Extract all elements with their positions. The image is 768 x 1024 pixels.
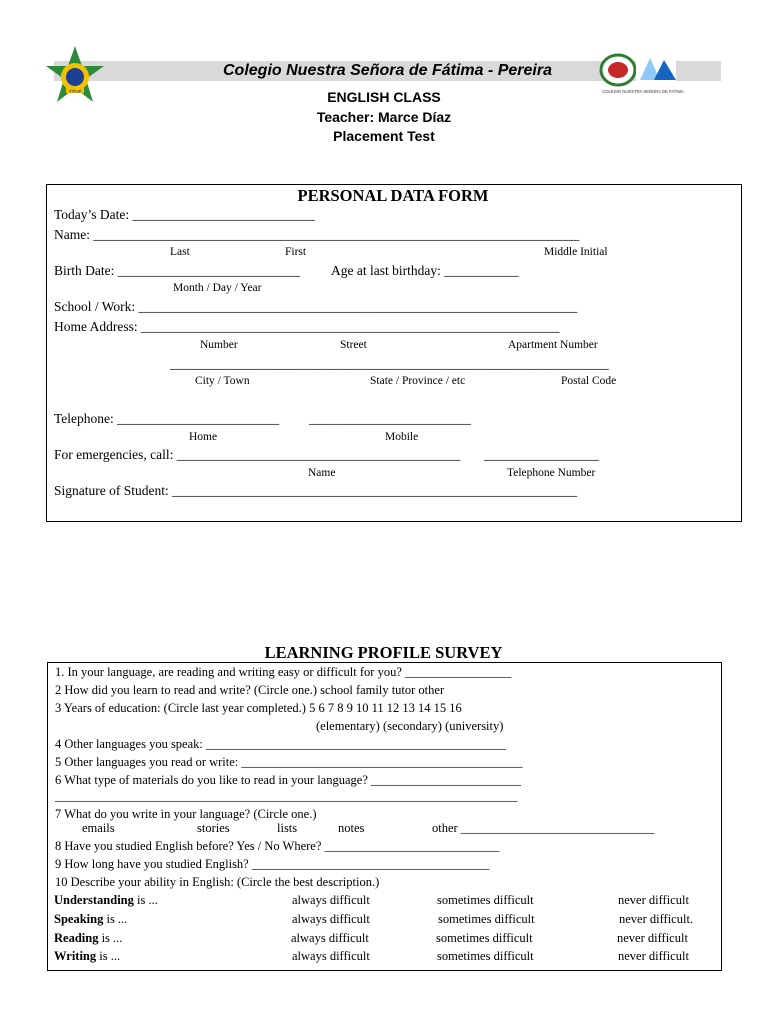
ability-option-sometimes[interactable]: sometimes difficult <box>436 931 533 945</box>
survey-question-3[interactable]: 3 Years of education: (Circle last year completed.) 5 6 7 8 9 10 11 12 13 14 15 16 <box>55 701 462 715</box>
ability-option-never[interactable]: never difficult <box>617 931 688 945</box>
ability-option-never[interactable]: never difficult <box>618 893 689 907</box>
ability-row-reading <box>54 931 122 946</box>
survey-question-8[interactable]: 8 Have you studied English before? Yes / No Where? ____________________________ <box>55 839 500 853</box>
write-option-notes[interactable]: notes <box>338 821 365 835</box>
todays-date-field[interactable]: Today’s Date: ___________________________ <box>54 207 315 222</box>
ability-option-always[interactable]: always difficult <box>291 931 369 945</box>
ability-suffix: is ... <box>98 931 123 945</box>
age-field[interactable]: Age at last birthday: ___________ <box>331 263 519 278</box>
telephone-mobile-field[interactable]: ________________________ <box>309 411 471 426</box>
address-sub-city: City / Town <box>195 375 250 387</box>
telephone-sub-home: Home <box>189 431 218 443</box>
address-sub-number: Number <box>200 339 238 351</box>
survey-question-2[interactable]: 2 How did you learn to read and write? (Circle one.) school family tutor other <box>55 683 445 697</box>
write-option-stories[interactable]: stories <box>197 821 230 835</box>
survey-question-9[interactable]: 9 How long have you studied English? ______________________________________ <box>55 857 490 871</box>
address-sub-state: State / Province / etc <box>370 375 466 387</box>
write-option-lists[interactable]: lists <box>277 821 298 835</box>
survey-title: LEARNING PROFILE SURVEY <box>264 643 503 662</box>
ability-skill: Speaking <box>54 912 104 926</box>
ability-row-speaking <box>54 912 127 927</box>
ability-option-sometimes[interactable]: sometimes difficult <box>438 912 535 926</box>
name-sub-middle: Middle Initial <box>544 246 608 258</box>
survey-question-7: 7 What do you write in your language? (Circle one.) <box>55 807 317 821</box>
ability-skill: Understanding <box>54 893 134 907</box>
emergency-contact-field[interactable]: For emergencies, call: __________________________________________ <box>54 447 461 462</box>
survey-question-5[interactable]: 5 Other languages you read or write: _____________________________________________ <box>55 755 523 769</box>
ability-suffix: is ... <box>133 893 158 907</box>
telephone-sub-mobile: Mobile <box>385 431 419 443</box>
telephone-field[interactable]: Telephone: ________________________ <box>54 411 280 426</box>
emergency-sub-name: Name <box>308 467 336 479</box>
ability-option-never[interactable]: never difficult. <box>619 912 694 926</box>
address-line-2[interactable]: _________________________________________________________________ <box>170 356 609 371</box>
school-name: Colegio Nuestra Señora de Fátima - Pereira <box>223 62 552 79</box>
student-signature-field[interactable]: Signature of Student: ____________________________________________________________ <box>54 483 578 498</box>
emergency-sub-telephone: Telephone Number <box>507 467 596 479</box>
survey-question-4[interactable]: 4 Other languages you speak: ________________________________________________ <box>55 737 507 751</box>
address-sub-postal: Postal Code <box>561 375 617 387</box>
birth-date-sub: Month / Day / Year <box>173 282 262 294</box>
survey-question-6[interactable]: 6 What type of materials do you like to read in your language? ________________________ <box>55 773 521 787</box>
test-name: Placement Test <box>333 128 435 144</box>
ability-skill: Reading <box>54 931 99 945</box>
ability-option-always[interactable]: always difficult <box>292 949 370 963</box>
teacher-name: Teacher: Marce Díaz <box>316 109 452 125</box>
right-logo-text: COLEGIO NUESTRA SEÑORA DE FATIMA <box>602 89 684 94</box>
survey-question-3-levels[interactable]: (elementary) (secondary) (university) <box>316 719 504 733</box>
ability-option-sometimes[interactable]: sometimes difficult <box>437 949 534 963</box>
name-sub-last: Last <box>170 246 190 258</box>
ability-option-never[interactable]: never difficult <box>618 949 689 963</box>
class-name: ENGLISH CLASS <box>327 89 441 105</box>
ability-row-understanding <box>54 893 158 908</box>
emergency-phone-field[interactable]: _________________ <box>484 447 599 462</box>
name-sub-first: First <box>285 246 307 258</box>
left-logo-text: Virtual <box>68 88 82 94</box>
survey-question-1[interactable]: 1. In your language, are reading and writing easy or difficult for you? _________________ <box>55 665 512 679</box>
address-sub-apartment: Apartment Number <box>508 339 598 351</box>
ability-option-always[interactable]: always difficult <box>292 893 370 907</box>
home-address-field[interactable]: Home Address: ______________________________________________________________ <box>54 319 560 334</box>
name-field[interactable]: Name: ________________________________________________________________________ <box>54 227 580 242</box>
write-option-other[interactable]: other _______________________________ <box>432 821 655 835</box>
ability-suffix: is ... <box>96 949 121 963</box>
address-sub-street: Street <box>340 339 367 351</box>
ability-option-sometimes[interactable]: sometimes difficult <box>437 893 534 907</box>
ability-skill: Writing <box>54 949 97 963</box>
ability-row-writing <box>54 949 120 964</box>
survey-question-6-line[interactable]: __________________________________________________________________________ <box>55 789 518 803</box>
write-option-emails[interactable]: emails <box>82 821 115 835</box>
birth-date-field[interactable]: Birth Date: ___________________________ <box>54 263 300 278</box>
ability-suffix: is ... <box>103 912 128 926</box>
survey-question-10: 10 Describe your ability in English: (Circle the best description.) <box>55 875 380 889</box>
school-work-field[interactable]: School / Work: _________________________________________________________________ <box>54 299 578 314</box>
personal-form-title: PERSONAL DATA FORM <box>297 186 489 205</box>
ability-option-always[interactable]: always difficult <box>292 912 370 926</box>
